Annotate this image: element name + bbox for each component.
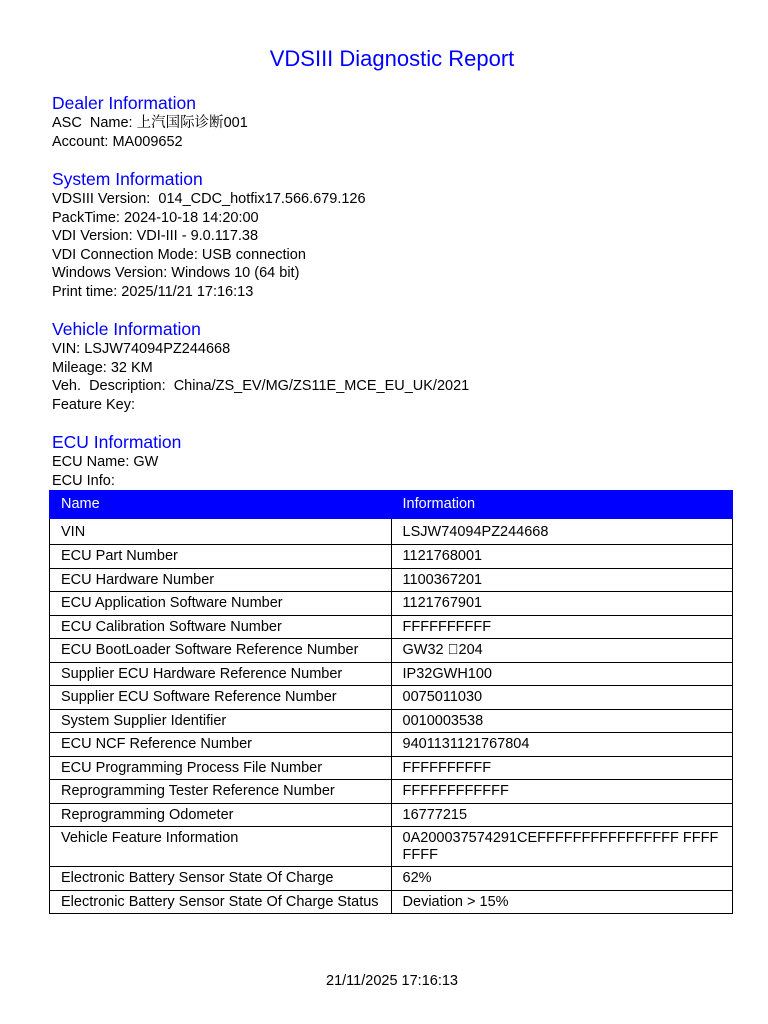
row-name-cell: VIN (50, 519, 392, 545)
row-name-cell: ECU Application Software Number (50, 592, 392, 616)
windows-version: Windows Version: Windows 10 (64 bit) (52, 265, 300, 281)
row-name-cell: ECU Programming Process File Number (50, 756, 392, 780)
vdi-version: VDI Version: VDI-III - 9.0.117.38 (52, 228, 259, 244)
table-row (50, 662, 733, 686)
vehicle-description: Veh. Description: China/ZS_EV/MG/ZS11E_MCE_EU_UK/2021 (52, 378, 470, 394)
column-header-information: Information (391, 491, 732, 519)
table-row (50, 545, 733, 569)
table-row (50, 709, 733, 733)
row-information-cell: Deviation > 15% (391, 890, 732, 914)
vehicle-mileage: Mileage: 32 KM (52, 359, 153, 376)
table-row (50, 639, 733, 663)
row-name-cell: ECU NCF Reference Number (50, 733, 392, 757)
table-header-row (50, 491, 733, 519)
row-information-cell: FFFFFFFFFFFF (391, 780, 732, 804)
row-information-cell: 0010003538 (391, 709, 732, 733)
vdi-connection-mode: VDI Connection Mode: USB connection (52, 246, 306, 263)
row-information-cell: 1100367201 (391, 568, 732, 592)
table-row (50, 686, 733, 710)
table-row (50, 733, 733, 757)
row-name-cell: System Supplier Identifier (50, 709, 392, 733)
column-header-name: Name (50, 491, 392, 519)
table-row (50, 519, 733, 545)
row-information-cell: GW32  204 (391, 639, 732, 663)
vdsiii-version: VDSIII Version: 014_CDC_hotfix17.566.679.126 (52, 191, 366, 207)
row-information-cell: 0A200037574291CEFFFFFFFFFFFFFFFF FFFFFFFF (391, 827, 732, 867)
row-information-cell: 1121768001 (391, 545, 732, 569)
vehicle-vin: VIN: LSJW74094PZ244668 (52, 341, 231, 357)
row-name-cell: ECU Hardware Number (50, 568, 392, 592)
row-information-cell: LSJW74094PZ244668 (391, 519, 732, 545)
table-row (50, 615, 733, 639)
ecu-info-label: ECU Info: (52, 472, 115, 489)
row-name-cell: Vehicle Feature Information (50, 827, 392, 867)
table-row (50, 568, 733, 592)
row-name-cell: Electronic Battery Sensor State Of Charge (50, 867, 392, 891)
dealer-information-section (52, 92, 742, 151)
row-information-cell: FFFFFFFFFF (391, 615, 732, 639)
row-information-cell: 16777215 (391, 803, 732, 827)
ecu-information-section (52, 431, 742, 490)
system-information-section (52, 168, 742, 301)
row-information-cell: FFFFFFFFFF (391, 756, 732, 780)
table-row (50, 890, 733, 914)
row-information-cell: 0075011030 (391, 686, 732, 710)
pack-time: PackTime: 2024-10-18 14:20:00 (52, 209, 259, 226)
vehicle-information-section (52, 318, 742, 414)
row-name-cell: ECU Part Number (50, 545, 392, 569)
table-row (50, 867, 733, 891)
row-name-cell: Electronic Battery Sensor State Of Charge Status (50, 890, 392, 914)
row-name-cell: Reprogramming Odometer (50, 803, 392, 827)
row-information-cell: 1121767901 (391, 592, 732, 616)
row-name-cell: Reprogramming Tester Reference Number (50, 780, 392, 804)
ecu-information-heading: ECU Information (52, 432, 182, 452)
table-row (50, 592, 733, 616)
feature-key: Feature Key: (52, 396, 136, 413)
row-name-cell: Supplier ECU Software Reference Number (50, 686, 392, 710)
table-row (50, 827, 733, 867)
system-information-heading: System Information (52, 169, 203, 189)
row-name-cell: ECU Calibration Software Number (50, 615, 392, 639)
table-row (50, 756, 733, 780)
dealer-information-heading: Dealer Information (52, 93, 196, 113)
footer-timestamp: 21/11/2025 17:16:13 (326, 973, 458, 989)
row-information-cell: IP32GWH100 (391, 662, 732, 686)
report-title: VDSIII Diagnostic Report (269, 46, 515, 71)
ecu-table-body (50, 519, 733, 914)
table-row (50, 803, 733, 827)
row-information-cell: 62% (391, 867, 732, 891)
row-information-cell: 9401131121767804 (391, 733, 732, 757)
table-row (50, 780, 733, 804)
vehicle-information-heading: Vehicle Information (52, 319, 201, 339)
row-name-cell: Supplier ECU Hardware Reference Number (50, 662, 392, 686)
asc-name: ASC Name: 上汽国际诊断001 (52, 115, 248, 131)
ecu-info-table (49, 490, 733, 914)
print-time: Print time: 2025/11/21 17:16:13 (52, 283, 254, 300)
ecu-name: ECU Name: GW (52, 454, 159, 470)
row-name-cell: ECU BootLoader Software Reference Number (50, 639, 392, 663)
account: Account: MA009652 (52, 133, 183, 150)
